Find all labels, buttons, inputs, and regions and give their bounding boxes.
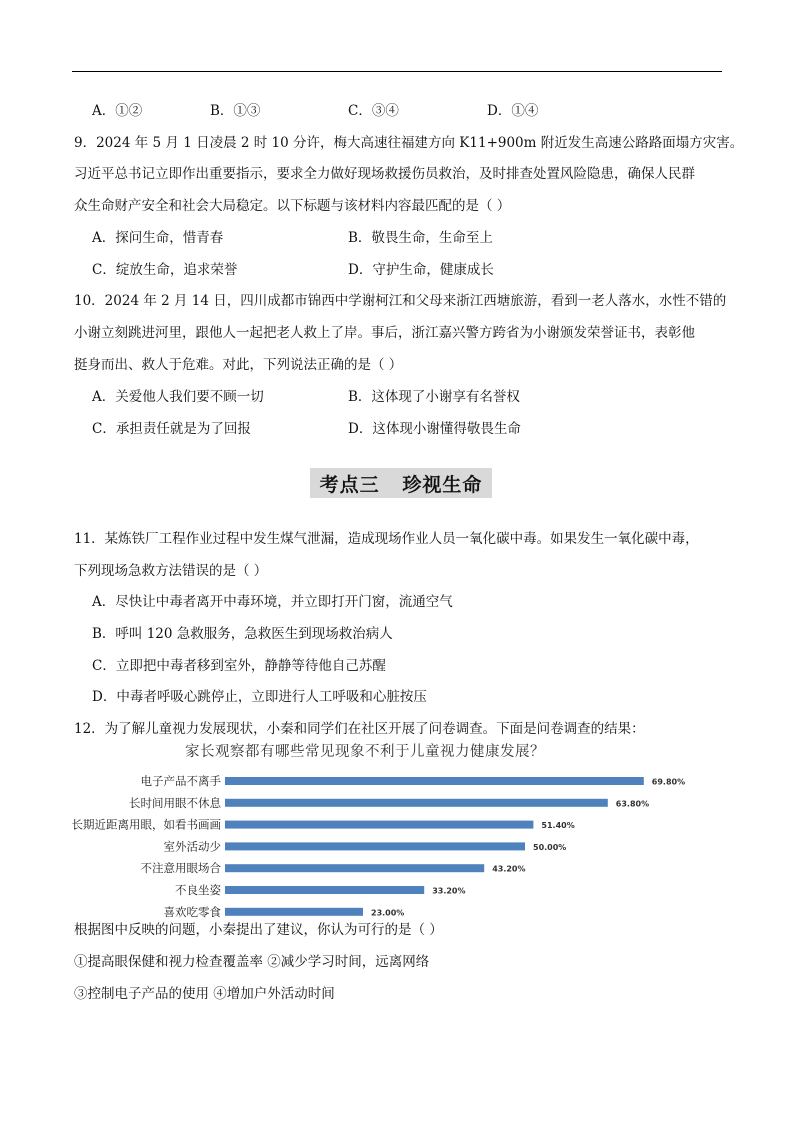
chart-bar <box>225 799 608 807</box>
q11-stem-line-1: 11．某炼铁厂工程作业过程中发生煤气泄漏，造成现场作业人员一氧化碳中毒。如果发生一氧化碳中毒， <box>74 531 699 547</box>
q8-option-d[interactable]: D．①④ <box>487 103 539 119</box>
q9-stem-line-1: 9．2024 年 5 月 1 日凌晨 2 时 10 分许，梅大高速往福建方向 K11+900m 附近发生高速公路路面塌方灾害。 <box>74 135 744 151</box>
chart-value-label: 23.00% <box>371 908 405 918</box>
q9-option-c[interactable]: C．绽放生命，追求荣誉 <box>92 262 238 278</box>
chart-category-label: 喜欢吃零食 <box>163 904 221 919</box>
q10-option-d[interactable]: D．这体现小谢懂得敬畏生命 <box>348 421 521 437</box>
q11-stem-line-2: 下列现场急救方法错误的是（ ） <box>74 563 268 579</box>
q12-intro: 12．为了解儿童视力发展现状，小秦和同学们在社区开展了问卷调查。下面是问卷调查的结果： <box>74 721 645 737</box>
q9-option-b[interactable]: B．敬畏生命，生命至上 <box>348 230 493 246</box>
q8-option-b[interactable]: B．①③ <box>210 103 261 119</box>
q10-stem-line-3: 挺身而出、救人于危难。对此，下列说法正确的是（ ） <box>74 357 403 373</box>
chart-category-label: 室外活动少 <box>163 839 221 854</box>
section-heading: 考点三 珍视生命 <box>319 473 483 496</box>
chart-category-label: 长时间用眼不休息 <box>129 795 221 810</box>
chart-category-label: 长期近距离用眼，如看书画画 <box>71 817 221 832</box>
chart-bar <box>225 908 363 916</box>
q12-question: 根据图中反映的问题，小秦提出了建议，你认为可行的是（ ） <box>74 922 443 938</box>
q10-option-a[interactable]: A．关爱他人我们要不顾一切 <box>92 389 264 405</box>
header-rule <box>72 71 722 72</box>
chart-value-label: 63.80% <box>615 799 650 809</box>
chart-bar <box>225 777 644 785</box>
chart-value-label: 33.20% <box>432 886 466 896</box>
section-heading-box <box>310 468 492 498</box>
chart-value-label: 69.80% <box>651 777 686 787</box>
chart-category-label: 不良坐姿 <box>175 883 221 897</box>
q10-option-c[interactable]: C．承担责任就是为了回报 <box>92 421 251 437</box>
chart-value-label: 51.40% <box>541 821 575 831</box>
q11-option-b[interactable]: B．呼叫 120 急救服务，急救医生到现场救治病人 <box>92 626 393 642</box>
q11-option-a[interactable]: A．尽快让中毒者离开中毒环境，并立即打开门窗，流通空气 <box>92 594 453 610</box>
q11-option-c[interactable]: C．立即把中毒者移到室外，静静等待他自己苏醒 <box>92 658 386 674</box>
bar-chart-svg <box>71 740 686 919</box>
chart-category-label: 电子产品不离手 <box>140 774 221 788</box>
q12-choices-line-1: ①提高眼保健和视力检查覆盖率 ②减少学习时间，远离网络 <box>74 954 430 970</box>
chart-value-label: 50.00% <box>533 842 567 852</box>
chart-value-label: 43.20% <box>492 864 526 874</box>
chart-bar <box>225 864 484 872</box>
q11-option-d[interactable]: D．中毒者呼吸心跳停止，立即进行人工呼吸和心脏按压 <box>92 689 427 705</box>
q8-option-c[interactable]: C．③④ <box>348 103 399 119</box>
q9-stem-line-2: 习近平总书记立即作出重要指示，要求全力做好现场救援伤员救治，及时排查处置风险隐患，确保人民群 <box>74 166 695 182</box>
q9-option-a[interactable]: A．探问生命，惜青春 <box>92 230 224 246</box>
q8-option-a[interactable]: A．①② <box>92 103 143 119</box>
q9-option-d[interactable]: D．守护生命，健康成长 <box>348 262 494 278</box>
q10-stem-line-1: 10．2024 年 2 月 14 日，四川成都市锦西中学谢柯江和父母来浙江西塘旅游，看到一老人落水，水性不错的 <box>74 293 727 309</box>
q10-stem-line-2: 小谢立刻跳进河里，跟他人一起把老人救上了岸。事后，浙江嘉兴警方跨省为小谢颁发荣誉证书，表彰他 <box>74 325 695 341</box>
chart-title: 家长观察都有哪些常见现象不利于儿童视力健康发展？ <box>185 744 545 760</box>
chart-category-label: 不注意用眼场合 <box>140 861 221 876</box>
vision-survey-chart <box>71 740 686 919</box>
q10-option-b[interactable]: B．这体现了小谢享有名誉权 <box>348 389 520 405</box>
q9-stem-line-3: 众生命财产安全和社会大局稳定。以下标题与该材料内容最匹配的是（ ） <box>74 198 511 214</box>
chart-bar <box>225 821 533 829</box>
chart-bar <box>225 842 525 850</box>
chart-bar <box>225 886 424 894</box>
q12-choices-line-2: ③控制电子产品的使用 ④增加户外活动时间 <box>74 986 335 1002</box>
